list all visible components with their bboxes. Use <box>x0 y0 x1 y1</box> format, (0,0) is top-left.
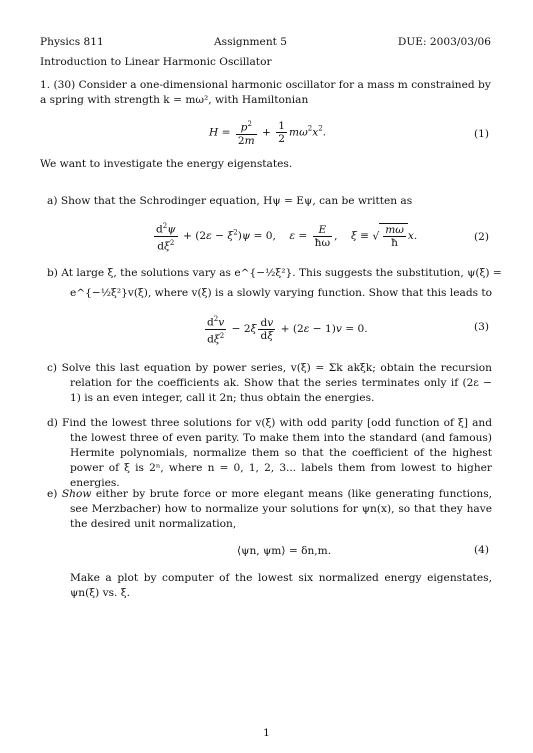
problem-intro-line2: a spring with strength k = mω², with Hamiltonian <box>40 94 309 106</box>
equation-v: $\frac{d^2v}{d\xi^2}$ − 2ξ $\frac{dv}{d\xi}$ + (2ε − 1)v = 0. <box>207 315 368 346</box>
problem-goal: We want to investigate the energy eigenstates. <box>40 158 293 170</box>
equation-number-3: (3) <box>473 321 489 333</box>
part-e-final: Make a plot by computer of the lowest six normalized energy eigenstates, ψn(ξ) vs. ξ. <box>70 572 492 599</box>
course-name: Physics 811 <box>40 36 104 48</box>
assignment-label: Assignment 5 <box>214 36 288 48</box>
equation-hamiltonian: H = $\frac{p^2}{2m}$ + $\frac{1}{2}$ $m\omega^2x^2$. <box>209 119 327 147</box>
part-e-label: e) <box>47 488 62 500</box>
part-b-line1: b) At large ξ, the solutions vary as e^{−½ξ²}. This suggests the substitution, ψ(ξ) = <box>47 267 502 279</box>
equation-number-4: (4) <box>473 544 489 556</box>
page-title: Introduction to Linear Harmonic Oscillator <box>40 56 272 68</box>
problem-intro <box>40 78 492 108</box>
equation-schrodinger: $\frac{d^2\psi}{d\xi^2}$ + $(2\varepsilon - \xi^2)\psi = 0$, ε = $\frac{E}{ħ\omega}$ , ξ ≡ √ $\frac{m\omega}{ħ}$ x. <box>156 222 418 253</box>
part-a-text: a) Show that the Schrodinger equation, Hψ = Eψ, can be written as <box>47 195 413 207</box>
problem-intro-line1: 1. (30) Consider a one-dimensional harmonic oscillator for a mass m constrained by <box>40 79 491 91</box>
part-e-body: either by brute force or more elegant means (like generating functions, see Merzbacher) how to normalize your solutions for ψn(x), so that they have the desired unit normalization, <box>70 488 492 530</box>
equation-normalization: ⟨ψn, ψm⟩ = δn,m. <box>237 545 332 557</box>
due-date: DUE: 2003/03/06 <box>397 36 491 48</box>
part-d-text: d) Find the lowest three solutions for v(ξ) with odd parity [odd function of ξ] and the lowest three of even parity. To make them into the standard (and famous) Hermite polynomials, normalize them so that the coefficient of the highest power of ξ is 2ⁿ, where n = 0, 1, 2, 3... labels them from lowest to higher energies. <box>47 417 492 489</box>
part-e-show: Show <box>61 488 92 500</box>
part-c-text: c) Solve this last equation by power series, v(ξ) = Σk akξk; obtain the recursion relation for the coefficients ak. Show that the series terminates only if (2ε − 1) is an even integer, call it 2n; thus obtain the energies. <box>47 362 492 404</box>
part-e-text <box>47 487 492 532</box>
part-b-line2: e^{−½ξ²}v(ξ), where v(ξ) is a slowly varying function. Show that this leads to <box>70 287 493 299</box>
equation-number-1: (1) <box>473 128 489 140</box>
page-number: 1 <box>263 727 270 739</box>
equation-number-2: (2) <box>473 231 489 243</box>
